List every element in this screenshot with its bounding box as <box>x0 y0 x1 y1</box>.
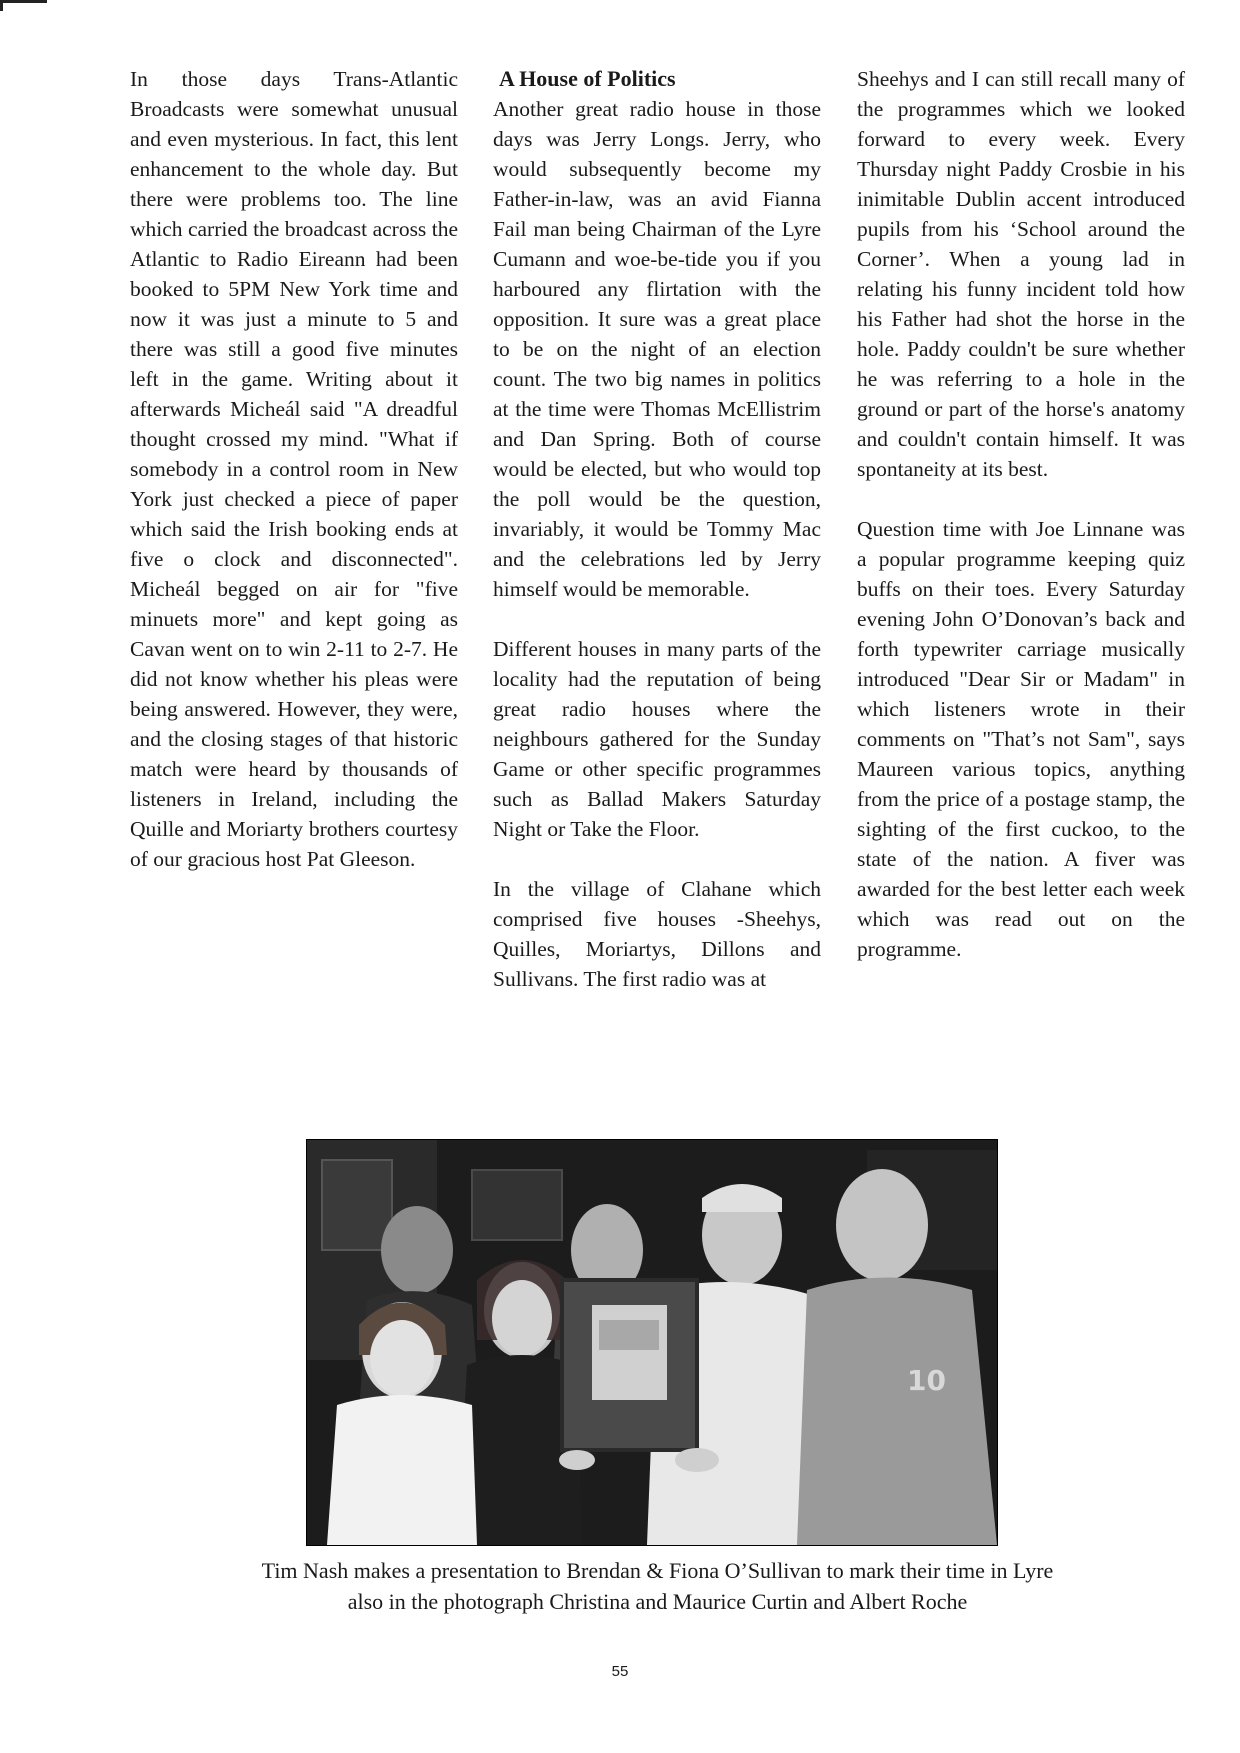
caption-line-2: also in the photograph Christina and Maurice Curtin and Albert Roche <box>347 1589 968 1614</box>
column-3 <box>857 64 1185 994</box>
col3-paragraph-1: Sheehys and I can still recall many of the programmes which we looked forward to every week. Every Thursday night Paddy Crosbie in his inimitable Dublin accent introduced pupils from his ‘School around the Corner’. When a young lad in relating his funny incident told how his Father had shot the horse in the hole. Paddy couldn't be sure whether he was referring to a hole in the ground or part of the horse's anatomy and couldn't contain himself. It was spontaneity at its best. <box>857 67 1185 481</box>
group-photograph <box>306 1139 998 1546</box>
column-2 <box>493 64 821 1024</box>
col2-paragraph-3: In the village of Clahane which comprised five houses -Sheehys, Quilles, Moriartys, Dillons and Sullivans. The first radio was at <box>493 877 821 991</box>
section-heading: A House of Politics <box>499 66 676 91</box>
caption-line-1: Tim Nash makes a presentation to Brendan & Fiona O’Sullivan to mark their time in Lyre <box>261 1558 1054 1583</box>
shirt-number: 10 <box>907 1364 946 1397</box>
col2-paragraph-1: Another great radio house in those days was Jerry Longs. Jerry, who would subsequently become my Father-in-law, was an avid Fianna Fail man being Chairman of the Lyre Cumann and woe-be-tide you if you harboured any flirtation with the opposition. It sure was a great place to be on the night of an election count. The two big names in politics at the time were Thomas McEllistrim and Dan Spring. Both of course would be elected, but who would top the poll would be the question, invariably, it would be Tommy Mac and the celebrations led by Jerry himself would be memorable. <box>493 97 821 601</box>
column-1 <box>130 64 458 904</box>
page-number: 55 <box>611 1663 629 1680</box>
photo-caption <box>130 1555 1185 1617</box>
col1-paragraph-1: In those days Trans-Atlantic Broadcasts were somewhat unusual and even mysterious. In fact, this lent enhancement to the whole day. But there were problems too. The line which carried the broadcast across the Atlantic to Radio Eireann had been booked to 5PM New York time and now it was just a minute to 5 and there was still a good five minutes left in the game. Writing about it afterwards Micheál said "A dreadful thought crossed my mind. "What if somebody in a control room in New York just checked a piece of paper which said the Irish booking ends at five o clock and disconnected". Micheál begged on air for "five minuets more" and kept going as Cavan went on to win 2-11 to 2-7. He did not know whether his pleas were being answered. However, they were, and the closing stages of that historic match were heard by thousands of listeners in Ireland, including the Quille and Moriarty brothers courtesy of our gracious host Pat Gleeson. <box>130 67 458 871</box>
col3-paragraph-2: Question time with Joe Linnane was a popular programme keeping quiz buffs on their toes. Every Saturday evening John O’Donovan’s back and forth typewriter carriage musically introduced "Dear Sir or Madam" in which listeners wrote in their comments on "That’s not Sam", says Maureen various topics, anything from the price of a postage stamp, the sighting of the first cuckoo, to the state of the nation. A fiver was awarded for the best letter each week which was read out on the programme. <box>857 517 1185 961</box>
page-corner-mark <box>0 0 47 11</box>
col2-paragraph-2: Different houses in many parts of the locality had the reputation of being great radio houses where the neighbours gathered for the Sunday Game or other specific programmes such as Ballad Makers Saturday Night or Take the Floor. <box>493 637 821 841</box>
